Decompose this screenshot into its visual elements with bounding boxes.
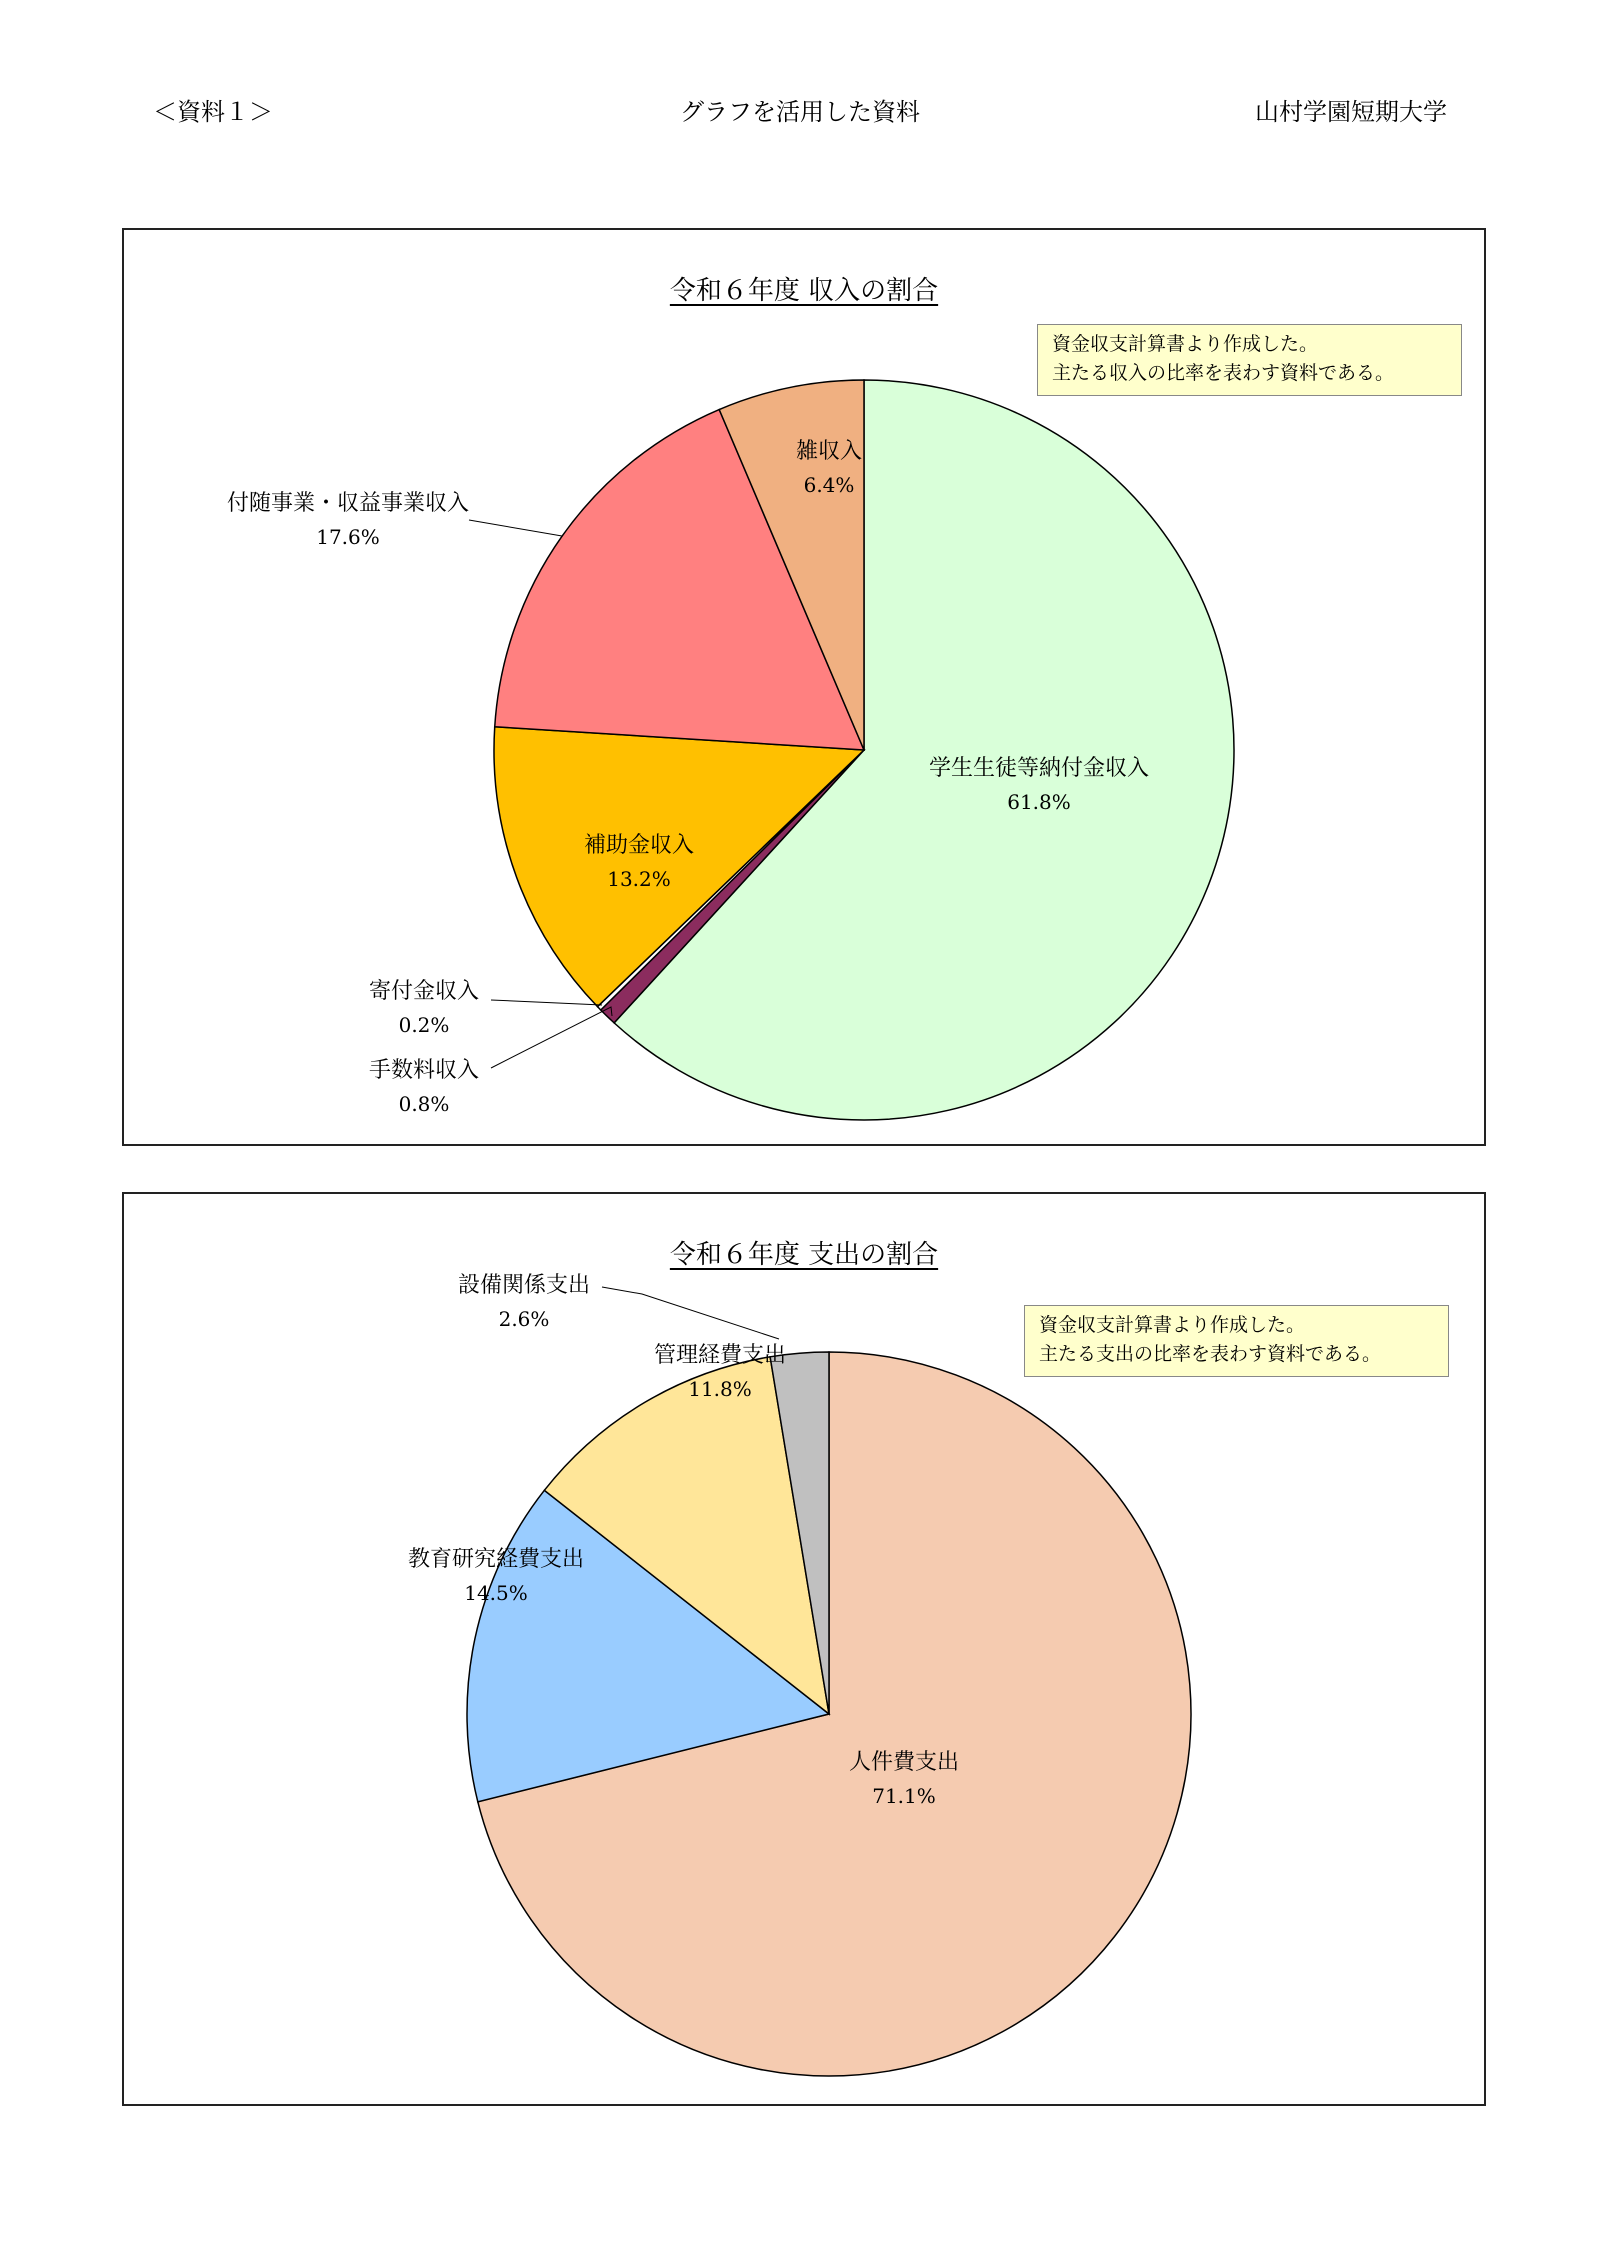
slice-value-1-2: 11.8% — [688, 1377, 752, 1401]
leader-line-0-2 — [491, 1000, 602, 1005]
slice-label-1-2: 管理経費支出 — [653, 1343, 787, 1368]
slice-label-0-1: 手数料収入 — [368, 1058, 480, 1083]
slice-label-0-0: 学生生徒等納付金収入 — [928, 756, 1150, 781]
slice-label-0-4: 付随事業・収益事業収入 — [226, 491, 470, 516]
header-title: グラフを活用した資料 — [680, 98, 920, 126]
slice-value-1-1: 14.5% — [464, 1581, 528, 1605]
leader-line-0-1 — [491, 1007, 612, 1068]
leader-line-0-4 — [469, 520, 562, 536]
slice-value-0-0: 61.8% — [1007, 790, 1071, 814]
leader-line-1-3 — [602, 1287, 779, 1339]
income-note-line-1: 資金収支計算書より作成した。 — [1052, 333, 1319, 355]
income-note-line-2: 主たる収入の比率を表わす資料である。 — [1052, 362, 1395, 384]
slice-value-0-4: 17.6% — [316, 525, 380, 549]
income-chart-panel — [122, 228, 1486, 1146]
slice-value-1-0: 71.1% — [872, 1784, 936, 1808]
expense-chart-title: 令和６年度 支出の割合 — [669, 1240, 939, 1270]
expense-pie-chart — [124, 1194, 1484, 2104]
expense-note-line-2: 主たる支出の比率を表わす資料である。 — [1039, 1343, 1382, 1365]
income-chart-title: 令和６年度 収入の割合 — [669, 276, 939, 306]
slice-value-0-5: 6.4% — [803, 473, 855, 497]
header-institution: 山村学園短期大学 — [1255, 98, 1447, 126]
slice-label-0-5: 雑収入 — [795, 439, 863, 464]
slice-value-1-3: 2.6% — [498, 1307, 550, 1331]
slice-label-0-3: 補助金収入 — [583, 833, 695, 858]
income-pie-chart — [124, 230, 1484, 1144]
slice-label-1-3: 設備関係支出 — [457, 1273, 591, 1298]
slice-label-0-2: 寄付金収入 — [368, 979, 480, 1004]
header-left-label: ＜資料１＞ — [153, 98, 273, 126]
slice-value-0-1: 0.8% — [398, 1092, 450, 1116]
slice-value-0-3: 13.2% — [607, 867, 671, 891]
expense-note-line-1: 資金収支計算書より作成した。 — [1039, 1314, 1306, 1336]
slice-label-1-0: 人件費支出 — [848, 1750, 960, 1775]
slice-value-0-2: 0.2% — [398, 1013, 450, 1037]
expense-chart-panel — [122, 1192, 1486, 2106]
slice-label-1-1: 教育研究経費支出 — [407, 1547, 585, 1572]
